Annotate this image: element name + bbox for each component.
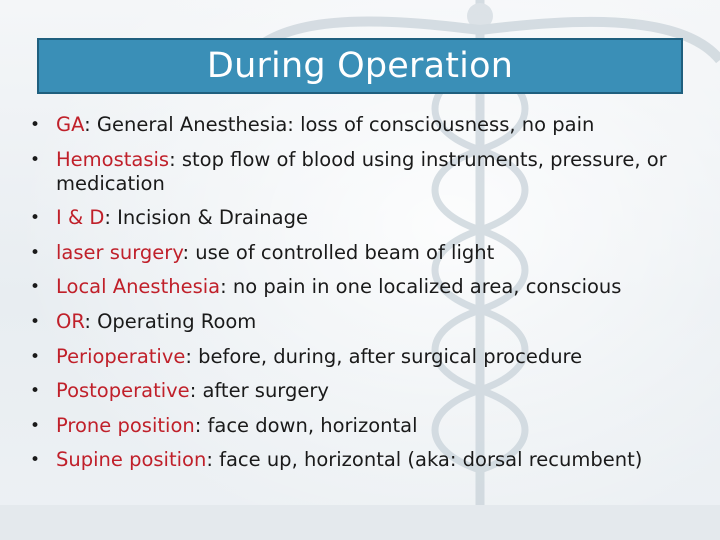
term: Perioperative bbox=[56, 344, 186, 368]
item-text bbox=[56, 206, 308, 230]
list-item bbox=[28, 310, 700, 334]
list-item bbox=[28, 345, 700, 369]
definition: : face up, horizontal (aka: dorsal recumbent) bbox=[206, 448, 643, 472]
item-text bbox=[56, 448, 642, 472]
title-bar bbox=[37, 38, 683, 94]
slide-title: During Operation bbox=[206, 45, 514, 86]
definition: : stop flow of blood using instruments, pressure, or medication bbox=[56, 147, 667, 195]
term: Supine position bbox=[56, 448, 207, 472]
list-item bbox=[28, 448, 700, 472]
bullet-icon: • bbox=[30, 450, 41, 471]
item-text bbox=[56, 310, 256, 334]
bullet-icon: • bbox=[30, 277, 41, 298]
item-text bbox=[56, 148, 676, 196]
list-item bbox=[28, 379, 700, 403]
item-text bbox=[56, 113, 594, 137]
list-item bbox=[28, 206, 700, 230]
list-item bbox=[28, 275, 700, 299]
bullet-icon: • bbox=[30, 311, 41, 332]
term: laser surgery bbox=[56, 240, 183, 264]
bullet-icon: • bbox=[30, 415, 41, 436]
bullet-icon: • bbox=[30, 208, 41, 229]
definition: : General Anesthesia: loss of consciousness, no pain bbox=[84, 113, 595, 136]
item-text bbox=[56, 345, 582, 369]
item-text bbox=[56, 379, 329, 403]
definition: : before, during, after surgical procedure bbox=[185, 344, 583, 368]
term: Hemostasis bbox=[56, 147, 170, 171]
item-text bbox=[56, 275, 621, 299]
definition: : Operating Room bbox=[84, 309, 257, 333]
bullet-icon: • bbox=[30, 115, 41, 135]
bullet-icon: • bbox=[30, 381, 41, 402]
term: I & D bbox=[56, 206, 105, 230]
list-item bbox=[28, 148, 700, 196]
definition: : use of controlled beam of light bbox=[182, 240, 495, 264]
definitions-list bbox=[28, 113, 700, 483]
list-item bbox=[28, 241, 700, 265]
list-item bbox=[28, 414, 700, 438]
bullet-icon: • bbox=[30, 149, 41, 170]
term: Prone position bbox=[56, 413, 195, 437]
bullet-icon: • bbox=[30, 242, 41, 263]
term: GA bbox=[56, 113, 85, 136]
term: Postoperative bbox=[56, 379, 190, 403]
term: OR bbox=[56, 309, 85, 333]
definition: : Incision & Drainage bbox=[104, 206, 308, 230]
definition: : face down, horizontal bbox=[194, 413, 418, 437]
definition: : no pain in one localized area, conscious bbox=[220, 275, 622, 299]
definition: : after surgery bbox=[189, 379, 329, 403]
item-text bbox=[56, 241, 494, 265]
bullet-icon: • bbox=[30, 346, 41, 367]
term: Local Anesthesia bbox=[56, 275, 221, 299]
item-text bbox=[56, 414, 418, 438]
list-item bbox=[28, 113, 700, 137]
